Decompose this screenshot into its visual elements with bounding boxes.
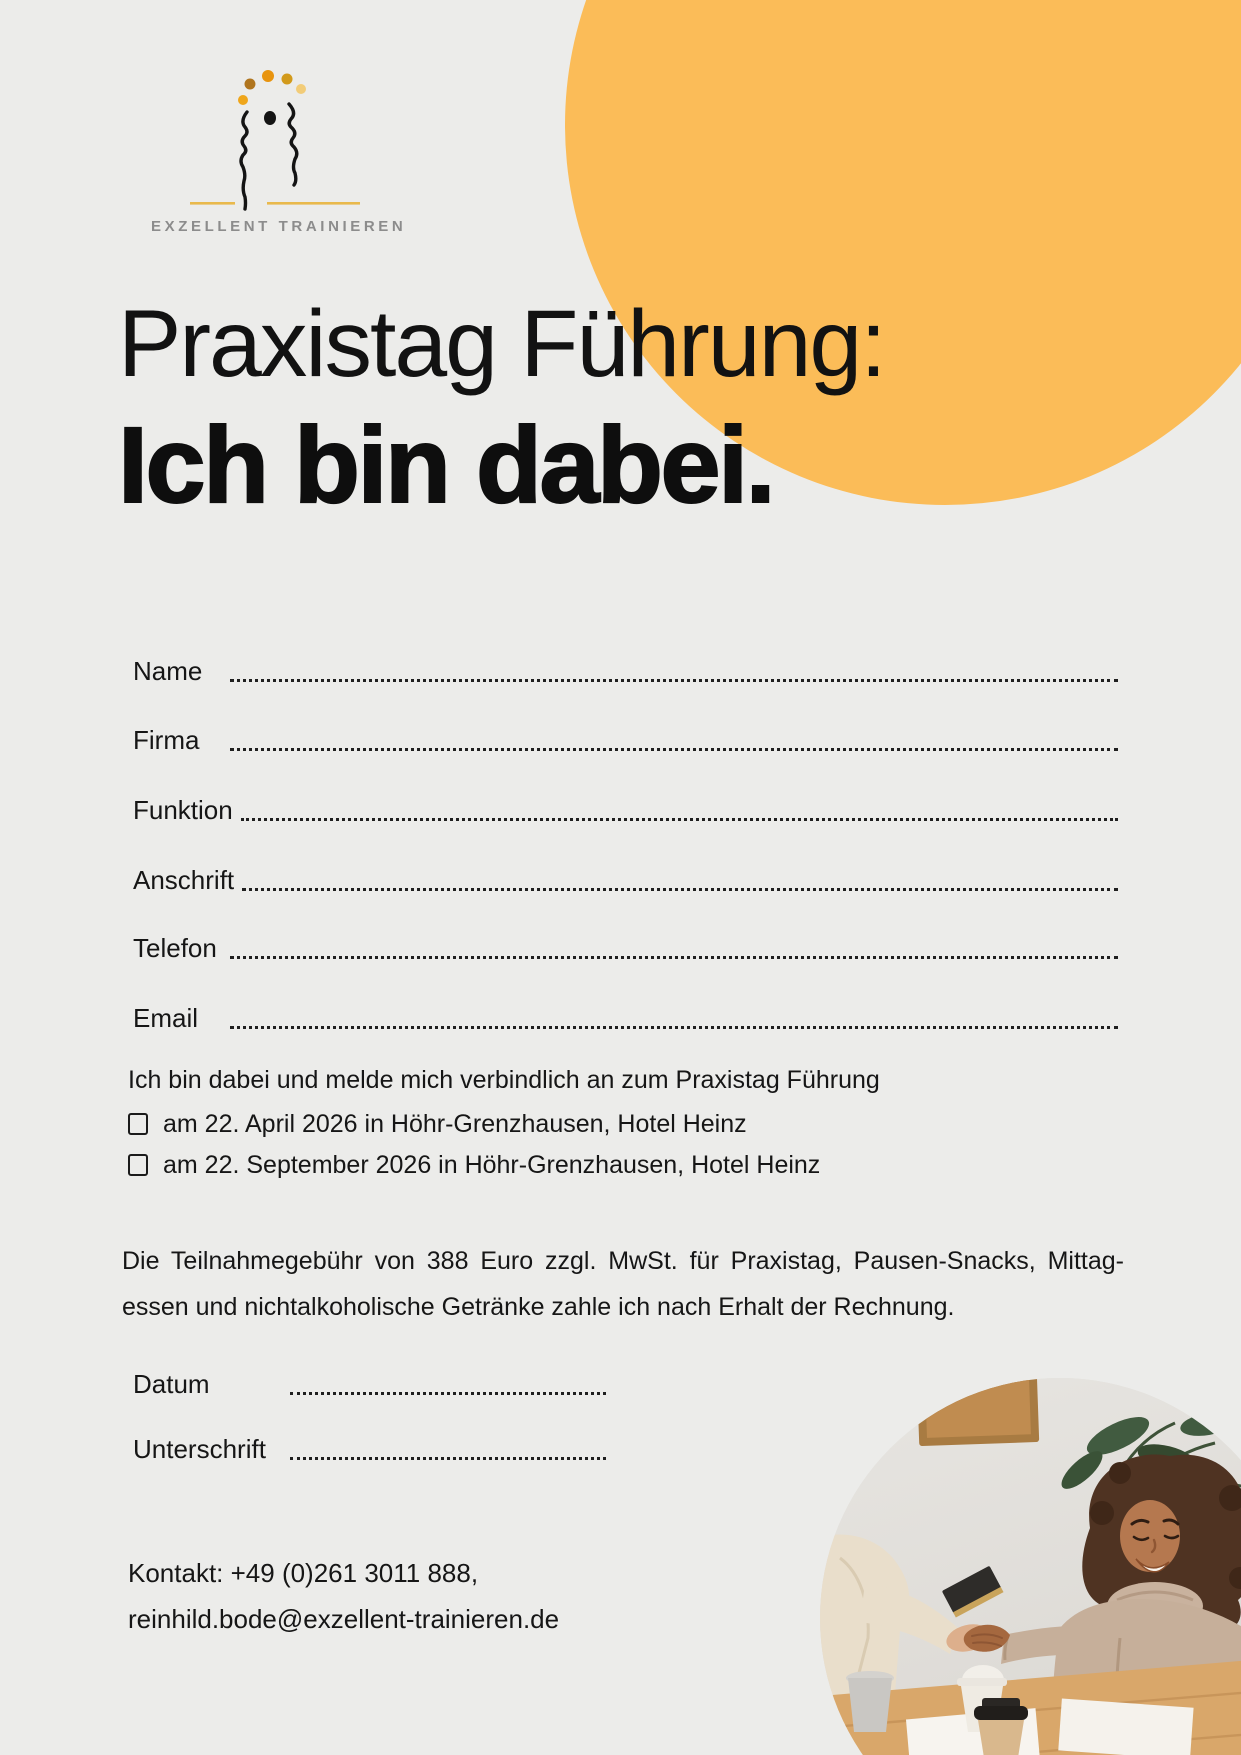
datum-write-line[interactable] [290,1392,606,1395]
handshake-photo [820,1378,1241,1755]
name-write-line[interactable] [230,679,1118,682]
field-row-funktion [133,794,1118,824]
checkbox-september[interactable] [128,1154,148,1176]
field-row-firma [133,724,1118,754]
checkbox-april[interactable] [128,1113,148,1135]
fee-line2: essen und nichtalkoholische Getränke zahle ich nach Erhalt der Rechnung. [122,1293,955,1321]
handshake-photo-illustration [820,1378,1241,1755]
field-row-telefon [133,932,1118,962]
name-label: Name [133,656,203,686]
email-label: Email [133,1003,199,1033]
contact-phone: Kontakt: +49 (0)261 3011 888, [128,1558,479,1588]
contact-email: reinhild.bode@exzellent-trainieren.de [128,1604,560,1634]
unterschrift-label: Unterschrift [133,1434,266,1464]
page-title-line1: Praxistag Führung: [118,291,885,397]
firma-write-line[interactable] [230,748,1118,751]
telefon-write-line[interactable] [230,956,1118,959]
email-write-line[interactable] [230,1026,1118,1029]
datum-label: Datum [133,1369,210,1399]
contact-block [128,1550,559,1642]
option-row-september [128,1151,820,1180]
logo-wordmark: EXZELLENT TRAINIEREN [151,218,407,235]
funktion-label: Funktion [133,795,233,825]
firma-label: Firma [133,725,200,755]
field-row-anschrift [133,864,1118,894]
field-row-email [133,1002,1118,1032]
exzellent-trainieren-logo-icon [170,50,380,220]
fee-paragraph [122,1238,1124,1330]
option-label-april: am 22. April 2026 in Höhr-Grenzhausen, Hotel Heinz [163,1110,747,1138]
registration-intro: Ich bin dabei und melde mich verbindlich an zum Praxistag Führung [128,1066,880,1094]
page-title-line2: Ich bin dabei. [118,404,774,525]
field-row-datum [133,1368,606,1398]
field-row-name [133,655,1118,685]
field-row-unterschrift [133,1433,606,1463]
option-row-april [128,1110,747,1139]
anschrift-label: Anschrift [133,865,235,895]
unterschrift-write-line[interactable] [290,1457,606,1460]
telefon-label: Telefon [133,933,217,963]
fee-line1: Die Teilnahmegebühr von 388 Euro zzgl. MwSt. für Praxistag, Pausen-Snacks, Mittag- [122,1247,1124,1275]
funktion-write-line[interactable] [241,818,1118,821]
anschrift-write-line[interactable] [242,888,1118,891]
option-label-september: am 22. September 2026 in Höhr-Grenzhausen, Hotel Heinz [163,1151,821,1179]
